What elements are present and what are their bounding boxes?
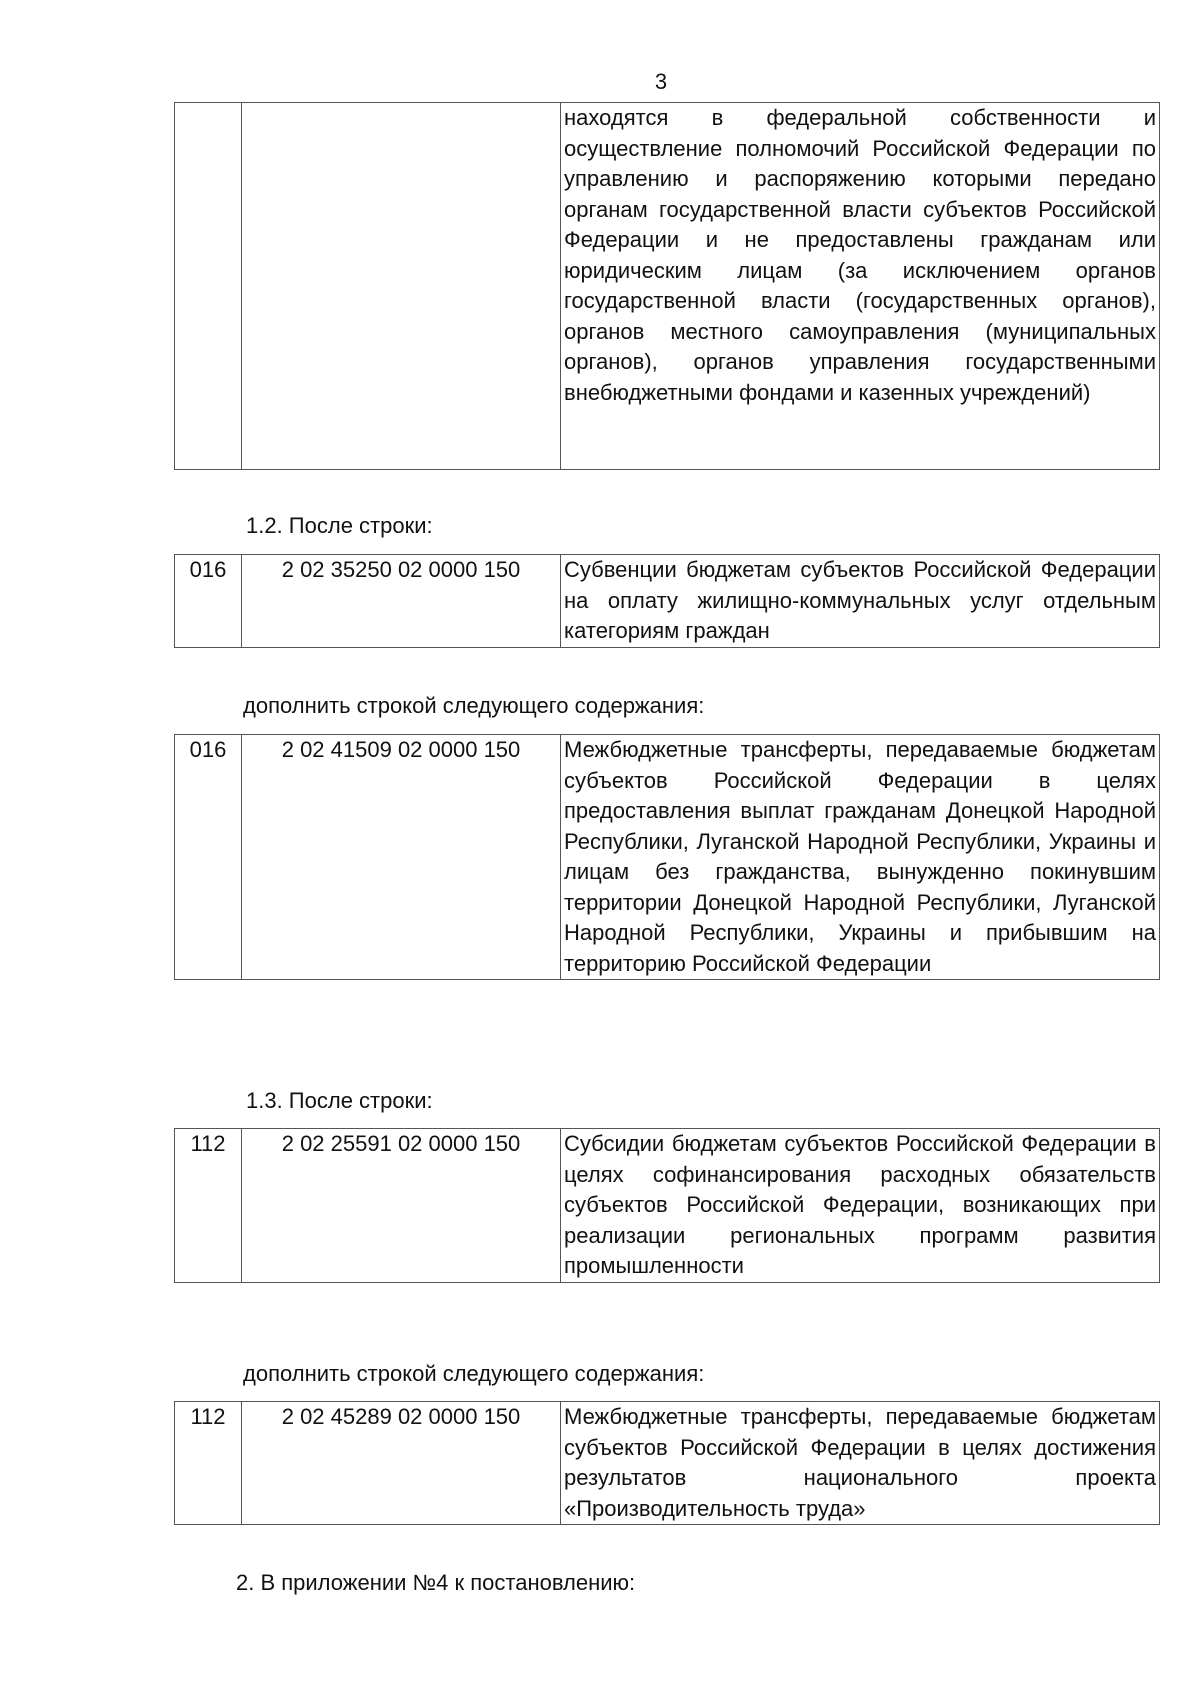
kbk-cell: 2 02 35250 02 0000 150 <box>242 555 561 648</box>
table-row <box>175 103 1160 470</box>
section-heading-2: 2. В приложении №4 к постановлению: <box>236 1570 636 1595</box>
table-row <box>175 1402 1160 1525</box>
code-cell: 016 <box>175 555 242 648</box>
new-row-table-1-3 <box>174 1401 1160 1525</box>
code-cell: 112 <box>175 1129 242 1283</box>
supplement-text-1-3: дополнить строкой следующего содержания: <box>243 1361 705 1386</box>
continuation-table <box>174 102 1160 470</box>
table-row <box>175 735 1160 980</box>
kbk-cell: 2 02 45289 02 0000 150 <box>242 1402 561 1525</box>
page-number: 3 <box>654 69 668 94</box>
section-heading-1-2: 1.2. После строки: <box>246 513 433 538</box>
kbk-cell <box>242 103 561 470</box>
after-row-table-1-2 <box>174 554 1160 648</box>
new-row-table-1-2 <box>174 734 1160 980</box>
supplement-text-1-2: дополнить строкой следующего содержания: <box>243 693 705 718</box>
after-row-table-1-3 <box>174 1128 1160 1283</box>
name-cell: Субсидии бюджетам субъектов Российской Федерации в целях софинансирования расходных обязательств субъектов Российской Федерации, возникающих при реализации региональных программ развития промышленности <box>561 1129 1160 1283</box>
section-heading-1-3: 1.3. После строки: <box>246 1088 433 1113</box>
code-cell: 112 <box>175 1402 242 1525</box>
name-cell: находятся в федеральной собственности и осуществление полномочий Российской Федерации по управлению и распоряжению которыми передано органам государственной власти субъектов Российской Федерации и не предоставлены гражданам или юридическим лицам (за исключением органов государственной власти (государственных органов), органов местного самоуправления (муниципальных органов), органов управления государственными внебюджетными фондами и казенных учреждений) <box>561 103 1160 470</box>
name-cell: Межбюджетные трансферты, передаваемые бюджетам субъектов Российской Федерации в целях предоставления выплат гражданам Донецкой Народной Республики, Луганской Народной Республики, Украины и лицам без гражданства, вынужденно покинувшим территории Донецкой Народной Республики, Луганской Народной Республики, Украины и прибывшим на территорию Российской Федерации <box>561 735 1160 980</box>
code-cell: 016 <box>175 735 242 980</box>
name-cell: Межбюджетные трансферты, передаваемые бюджетам субъектов Российской Федерации в целях достижения результатов национального проекта «Производительность труда» <box>561 1402 1160 1525</box>
code-cell <box>175 103 242 470</box>
table-row <box>175 555 1160 648</box>
table-row <box>175 1129 1160 1283</box>
kbk-cell: 2 02 41509 02 0000 150 <box>242 735 561 980</box>
name-cell: Субвенции бюджетам субъектов Российской Федерации на оплату жилищно-коммунальных услуг отдельным категориям граждан <box>561 555 1160 648</box>
kbk-cell: 2 02 25591 02 0000 150 <box>242 1129 561 1283</box>
